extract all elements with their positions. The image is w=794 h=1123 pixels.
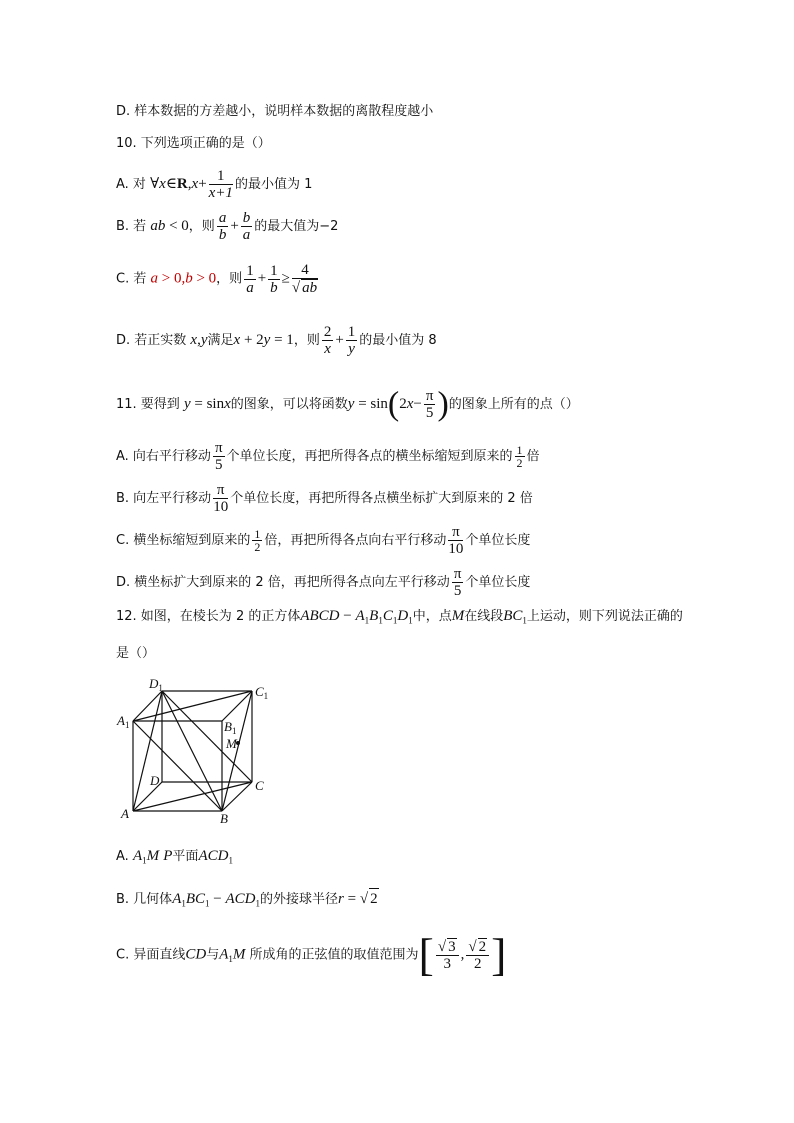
label-m: M [226, 736, 237, 751]
q11-d-tail: 个单位长度 [465, 575, 531, 590]
label-c1: $C_1$ [255, 684, 269, 701]
label-b1: $B_1$ [224, 719, 237, 736]
q11-option-c [116, 524, 530, 557]
q12-option-c: C. 异面直线CD与$A_1M$ 所成角的正弦值的取值范围为[ $\frac{√ 3}{3}$ , $\frac{√ 2}{2}$ ] [116, 929, 507, 980]
q10-a-tail: 的最小值为 1 [234, 177, 313, 192]
fraction: $\frac{1}{a}$ [246, 262, 254, 296]
q12-stem-mid1: 中，点 [412, 609, 452, 624]
fraction: $\frac{a}{b}$ [218, 210, 227, 243]
q11-stem: 11. 要得到 y = sinx的图象，可以将函数y = sin(2x− $\frac{\pi}{5}$ )的图象上所有的点（） [116, 385, 579, 423]
q12-option-a: A. $A_1M$ P平面$ACD_1$ [116, 848, 233, 866]
q11-a-tail: 倍 [526, 449, 540, 464]
fraction: $\frac{4}{√ ab}$ [291, 262, 318, 296]
q11-option-b [116, 482, 533, 515]
q12-b-pre: B. 几何体 [116, 892, 173, 907]
q12-b-mid: 的外接球半径 [260, 892, 339, 907]
fraction: $\frac{\pi}{5}$ [214, 440, 223, 473]
label-d1: $D_1$ [149, 676, 163, 693]
q10-option-a: A. 对 ∀x∈R,x+ $\frac{1}{x+1}$ 的最小值为 1 [116, 168, 313, 201]
q10-c-mid: ，则 [216, 271, 243, 287]
q10-b-pre: B. 若 [116, 219, 147, 234]
fraction: $\frac{1}{2}$ [516, 443, 523, 470]
q12-c-pre: C. 异面直线 [116, 947, 186, 963]
q11-option-d [116, 566, 530, 599]
fraction: $\frac{√ 2}{2}$ [466, 938, 489, 972]
fraction: $\frac{\pi}{5}$ [425, 388, 434, 421]
q10-option-c: C. 若 a > 0,b > 0，则 $\frac{1}{a}$ + $\frac{1}{b}$ ≥ $\frac{4}{√ ab}$ [116, 262, 318, 296]
q11-d-pre: D. 横坐标扩大到原来的 2 倍，再把所得各点向左平行移动 [116, 575, 450, 590]
q12-stem-tail: 上运动，则下列说法正确的 [526, 609, 683, 624]
q11-c-pre: C. 横坐标缩短到原来的 [116, 533, 251, 548]
fraction: $\frac{2}{x}$ [323, 324, 332, 357]
fraction: $\frac{b}{a}$ [242, 210, 251, 243]
fraction: $\frac{\pi}{10}$ [213, 482, 229, 515]
q11-a-pre: A. 向右平行移动 [116, 449, 211, 464]
q10-stem: 10. 下列选项正确的是（） [116, 136, 271, 151]
q10-d-mid2: ，则 [293, 333, 320, 348]
q12-a-pre: A. [116, 849, 129, 864]
q10-option-d: D. 若正实数 x,y满足x + 2y = 1，则 $\frac{2}{x}$ + $\frac{1}{y}$ 的最小值为 8 [116, 324, 437, 357]
q12-stem-mid2: 在线段 [464, 609, 504, 624]
q11-option-a [116, 440, 540, 473]
q10-a-pre: A. 对 [116, 177, 146, 192]
q11-c-tail: 个单位长度 [465, 533, 531, 548]
label-a1: $A_1$ [117, 713, 130, 730]
q10-c-pre: C. 若 [116, 271, 147, 287]
fraction: $\frac{1}{x+1}$ [208, 168, 233, 201]
q10-b-mid: ，则 [188, 219, 215, 234]
q11-stem-pre: 11. 要得到 [116, 397, 180, 412]
q12-option-b: B. 几何体$A_1BC_1 - ACD_1$的外接球半径r = √ 2 [116, 888, 379, 914]
q9-option-d: D. 样本数据的方差越小，说明样本数据的离散程度越小 [116, 104, 434, 119]
q11-b-tail: 个单位长度，再把所得各点横坐标扩大到原来的 2 倍 [230, 491, 533, 506]
q11-b-pre: B. 向左平行移动 [116, 491, 212, 506]
label-c: C [255, 778, 264, 793]
q12-c-mid: 与 [206, 947, 220, 963]
label-b: B [220, 811, 228, 826]
q12-stem-line2: 是（） [116, 646, 156, 661]
q10-option-b: B. 若 ab < 0，则 $\frac{a}{b}$ + $\frac{b}{a}$ 的最大值为−2 [116, 210, 339, 243]
q11-a-mid: 个单位长度，再把所得各点的横坐标缩短到原来的 [226, 449, 513, 464]
q10-d-tail: 的最小值为 8 [359, 333, 437, 348]
q12-c-tail: 所成角的正弦值的取值范围为 [249, 947, 419, 963]
label-a: A [121, 806, 129, 821]
fraction: $\frac{\pi}{10}$ [448, 524, 464, 557]
q12-stem: 12. 如图，在棱长为 2 的正方体ABCD − $A_1B_1C_1D_1$中，点M在线段$BC_1$上运动，则下列说法正确的 [116, 608, 683, 626]
label-d: D [150, 773, 160, 788]
fraction: $\frac{√ 3}{3}$ [436, 938, 459, 972]
fraction: $\frac{\pi}{5}$ [453, 566, 462, 599]
fraction: $\frac{1}{y}$ [347, 324, 356, 357]
fraction: $\frac{1}{2}$ [254, 527, 261, 554]
q11-stem-mid: 的图象，可以将函数 [230, 397, 348, 412]
q10-d-pre: D. 若正实数 [116, 333, 187, 348]
q11-c-mid: 倍，再把所得各点向右平行移动 [264, 533, 447, 548]
q12-stem-pre: 12. 如图，在棱长为 2 的正方体 [116, 609, 301, 624]
q10-b-tail: 的最大值为−2 [254, 219, 339, 234]
fraction: $\frac{1}{b}$ [270, 262, 278, 296]
q12-a-mid: 平面 [172, 849, 199, 864]
cube-figure [112, 676, 282, 826]
q10-d-mid1: 满足 [207, 333, 234, 348]
q11-stem-tail: 的图象上所有的点（） [448, 397, 579, 412]
